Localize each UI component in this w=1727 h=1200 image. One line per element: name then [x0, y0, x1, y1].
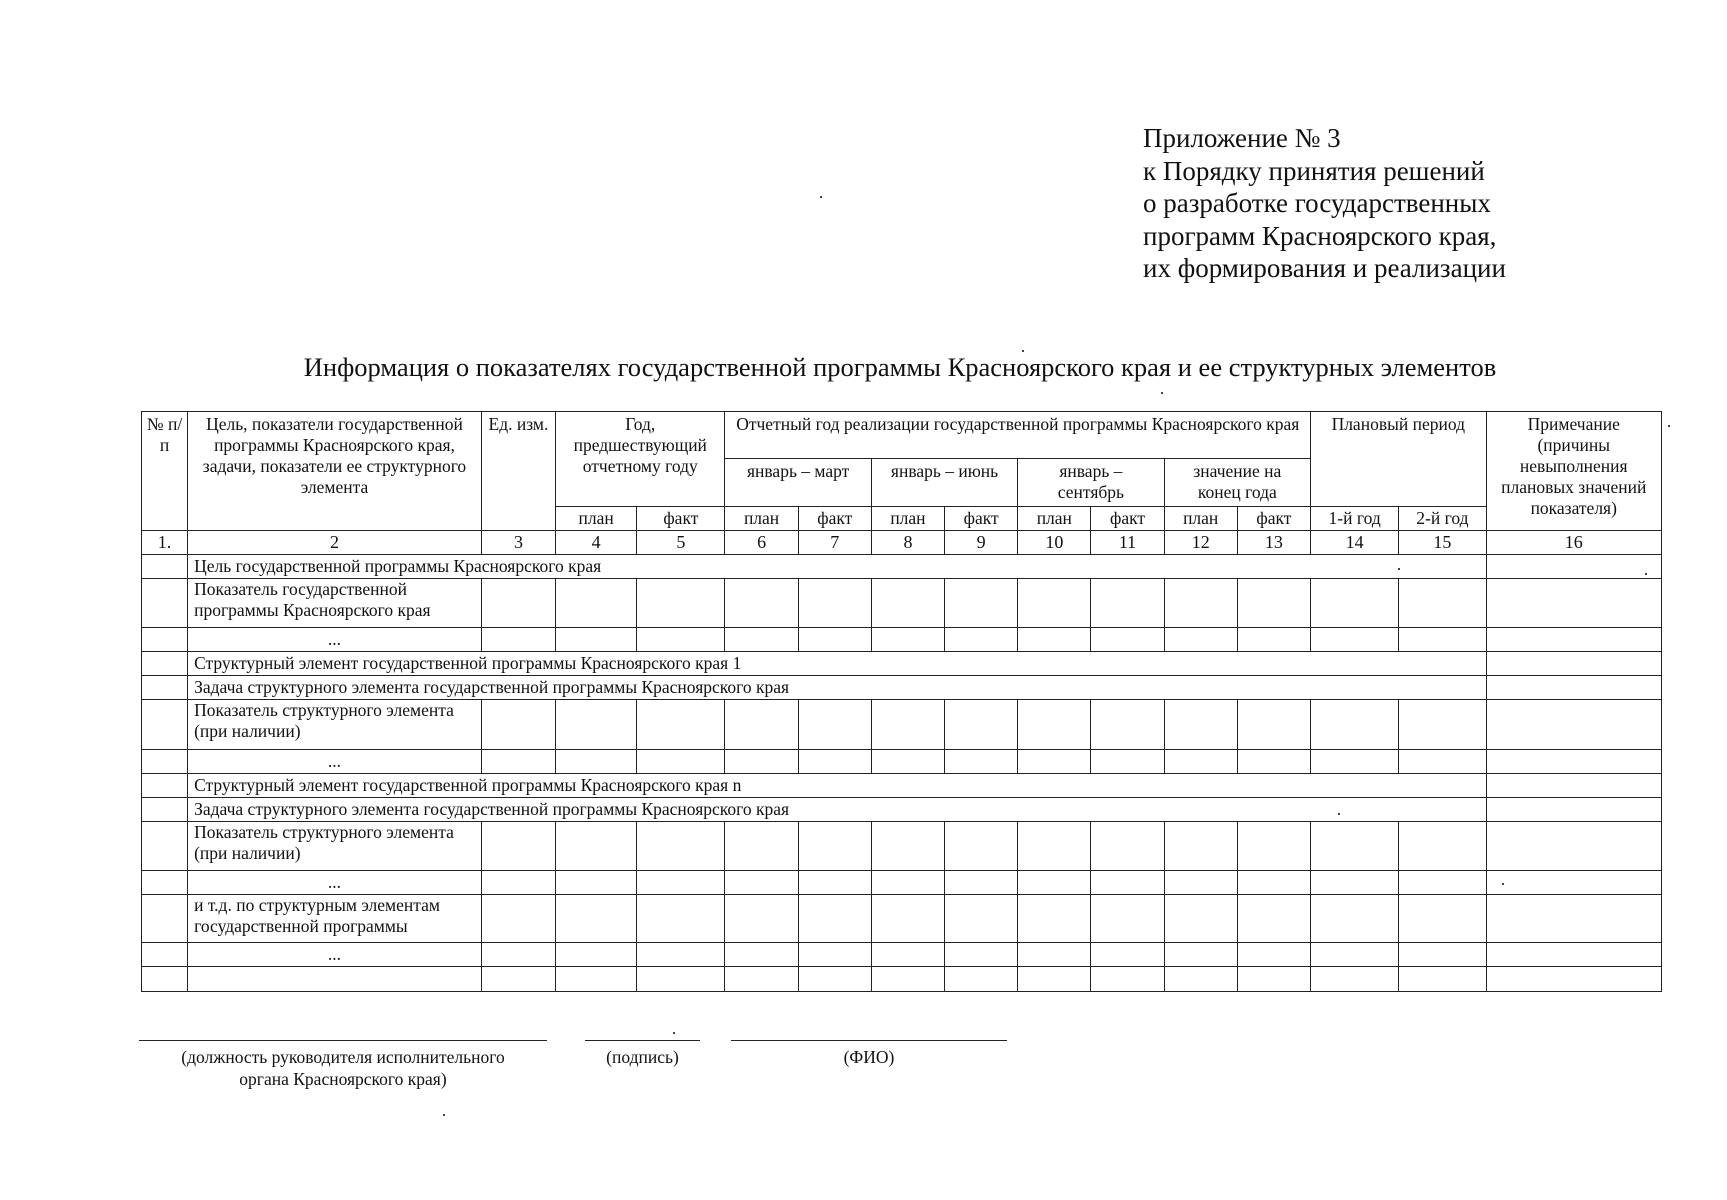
position-caption: (должность руководителя исполнительного органа Красноярского края): [181, 1047, 505, 1089]
scan-speck: [1338, 813, 1340, 815]
header-period-9m: январь – сентябрь: [1018, 459, 1164, 507]
table-row: [142, 676, 1662, 700]
table-row: [142, 894, 1662, 942]
table-row: [142, 700, 1662, 749]
header-fact: факт: [1091, 507, 1164, 531]
column-number: 16: [1486, 531, 1662, 555]
header-period-year-end: значение на конец года: [1164, 459, 1310, 507]
table-row: [142, 628, 1662, 652]
column-number: 9: [945, 531, 1018, 555]
signature-line: [139, 1040, 547, 1041]
column-number: 5: [637, 531, 725, 555]
scan-speck: [673, 1032, 675, 1034]
header-goal: Цель, показатели государственной программы Красноярского края, задачи, показатели ее структурного элемента: [188, 412, 482, 531]
signature-fio-block: [731, 1040, 1007, 1068]
header-plan: план: [1164, 507, 1237, 531]
document-title: Информация о показателях государственной программы Красноярского края и ее структурных элементов: [303, 352, 1497, 382]
header-plan: план: [556, 507, 637, 531]
structural-element-cell: Структурный элемент государственной программы Красноярского края 1: [188, 652, 1486, 676]
appendix-line: программ Красноярского края,: [1143, 220, 1497, 251]
appendix-line: Приложение № 3: [1143, 123, 1341, 153]
scan-speck: [1645, 573, 1647, 575]
header-plan-period: Плановый период: [1311, 412, 1486, 507]
column-number: 7: [798, 531, 871, 555]
table-row: [142, 555, 1662, 579]
scan-speck: [1668, 425, 1670, 427]
header-fact: факт: [637, 507, 725, 531]
ellipsis-cell: ...: [188, 628, 482, 652]
header-period-h1: январь – июнь: [871, 459, 1017, 507]
program-indicator-cell: Показатель государственной программы Красноярского края: [188, 579, 482, 628]
header-num: № п/п: [142, 412, 188, 531]
element-indicator-cell: Показатель структурного элемента (при наличии): [188, 700, 482, 749]
ellipsis-cell: ...: [188, 749, 482, 773]
ellipsis-cell: ...: [188, 942, 482, 966]
signature-line: [731, 1040, 1007, 1041]
table-row: [142, 749, 1662, 773]
column-number: 14: [1311, 531, 1399, 555]
header-fact: факт: [798, 507, 871, 531]
scan-speck: [1398, 568, 1400, 570]
appendix-line: к Порядку принятия решений: [1143, 155, 1485, 186]
column-number: 2: [188, 531, 482, 555]
fio-caption: (ФИО): [843, 1047, 895, 1067]
table-row: [142, 773, 1662, 797]
scan-speck: [1022, 350, 1024, 352]
column-number: 11: [1091, 531, 1164, 555]
header-fact: факт: [945, 507, 1018, 531]
table-row: [142, 821, 1662, 870]
scan-speck: [1502, 883, 1504, 885]
table-row: [142, 652, 1662, 676]
column-number: 13: [1237, 531, 1310, 555]
structural-element-cell: Структурный элемент государственной программы Красноярского края n: [188, 773, 1486, 797]
header-row: [142, 412, 1662, 459]
header-plan: план: [871, 507, 944, 531]
header-prev-year: Год, предшествующий отчетному году: [556, 412, 725, 507]
column-number: 12: [1164, 531, 1237, 555]
table-row: [142, 797, 1662, 821]
scan-speck: [820, 196, 822, 198]
numbering-row: [142, 531, 1662, 555]
header-fact: факт: [1237, 507, 1310, 531]
signature-sign-block: [585, 1040, 700, 1068]
header-report-year: Отчетный год реализации государственной программы Красноярского края: [725, 412, 1311, 459]
indicators-table: [141, 411, 1662, 992]
header-period-q1: январь – март: [725, 459, 871, 507]
element-indicator-cell: Показатель структурного элемента (при наличии): [188, 821, 482, 870]
signature-position-block: [139, 1040, 547, 1090]
ellipsis-cell: ...: [188, 870, 482, 894]
column-number: 3: [481, 531, 555, 555]
appendix-block: [1143, 122, 1506, 285]
column-number: 15: [1399, 531, 1486, 555]
appendix-line: о разработке государственных: [1143, 188, 1491, 218]
scan-speck: [1161, 392, 1163, 394]
appendix-line: их формирования и реализации: [1143, 253, 1506, 283]
header-year-2: 2-й год: [1399, 507, 1486, 531]
table-row: [142, 579, 1662, 628]
table-row: [142, 966, 1662, 991]
column-number: 10: [1018, 531, 1091, 555]
task-cell: Задача структурного элемента государственной программы Красноярского края: [188, 797, 1486, 821]
signature-caption: (подпись): [606, 1047, 679, 1067]
etc-cell: и т.д. по структурным элементам государственной программы: [188, 894, 482, 942]
header-plan: план: [1018, 507, 1091, 531]
table-row: [142, 942, 1662, 966]
column-number: 6: [725, 531, 798, 555]
scan-speck: [443, 1114, 445, 1116]
column-number: 4: [556, 531, 637, 555]
table-row: [142, 870, 1662, 894]
column-number: 1.: [142, 531, 188, 555]
header-unit: Ед. изм.: [481, 412, 555, 531]
header-note: Примечание (причины невыполнения плановых значений показателя): [1486, 412, 1662, 531]
signature-line: [585, 1040, 700, 1041]
header-year-1: 1-й год: [1311, 507, 1399, 531]
header-plan: план: [725, 507, 798, 531]
goal-cell: Цель государственной программы Красноярского края: [188, 555, 1486, 579]
column-number: 8: [871, 531, 944, 555]
task-cell: Задача структурного элемента государственной программы Красноярского края: [188, 676, 1486, 700]
